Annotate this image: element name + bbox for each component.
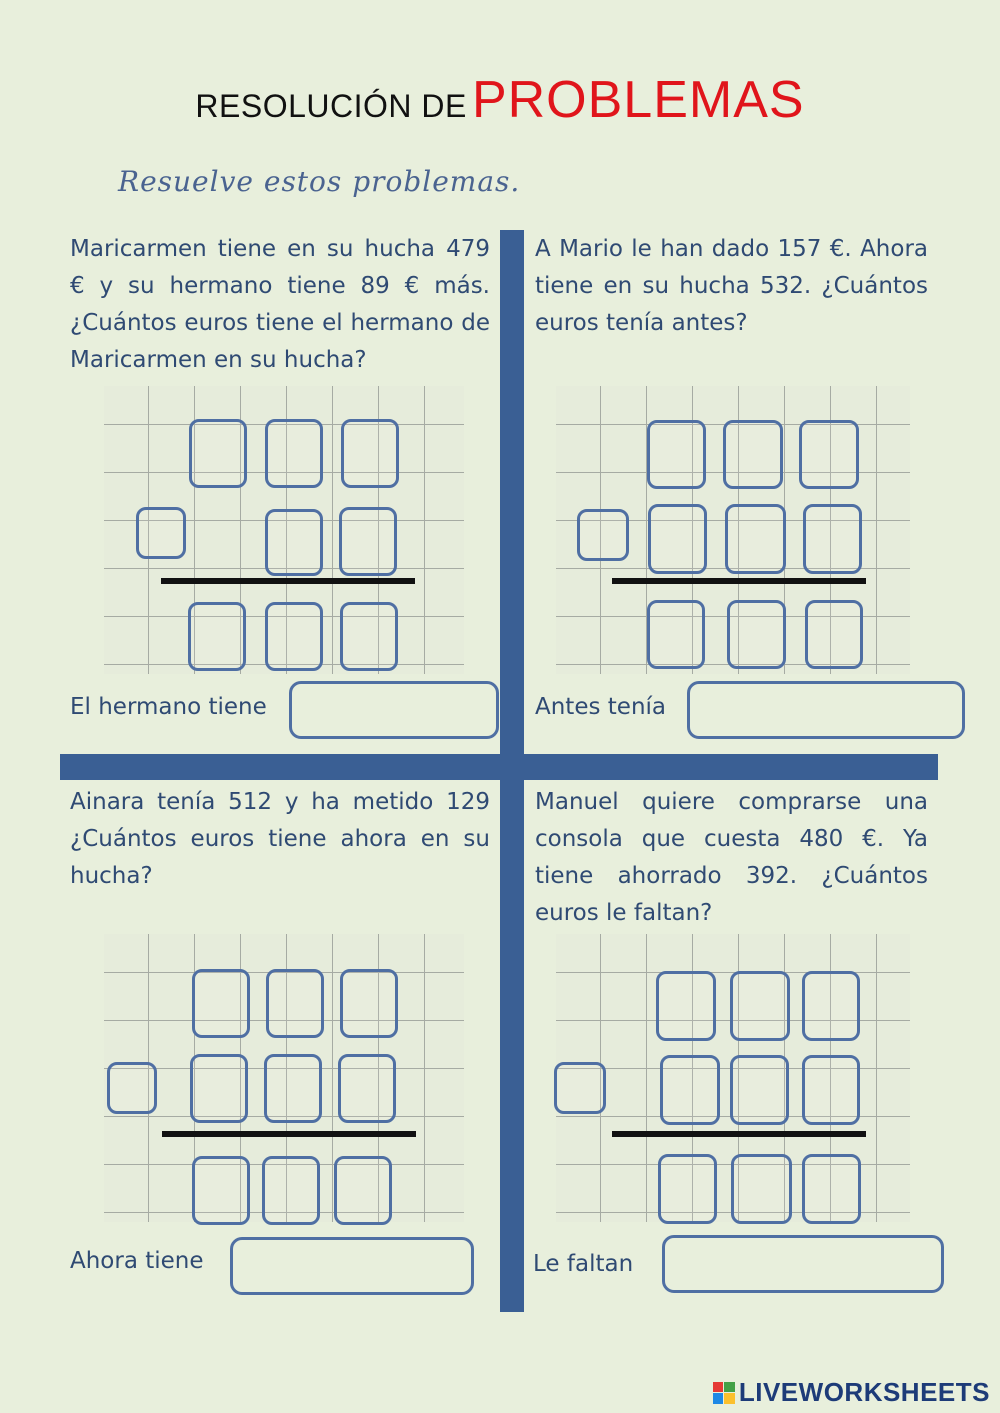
horizontal-divider: [60, 754, 938, 780]
problem-2-sum-line: [612, 578, 866, 584]
problem-1-digit-box[interactable]: [265, 419, 323, 488]
problem-3-result-box[interactable]: [334, 1156, 392, 1225]
problem-2-answer-field[interactable]: [687, 681, 965, 739]
page-title: [0, 70, 1000, 130]
problem-2-digit-box[interactable]: [803, 504, 862, 574]
problem-3-carry-box[interactable]: [107, 1062, 157, 1114]
problem-4-text: Manuel quiere comprarse una consola que cuesta 480 €. Ya tiene ahorrado 392. ¿Cuántos euros le faltan?: [535, 789, 928, 926]
problem-1-digit-box[interactable]: [189, 419, 247, 488]
problem-3-answer-field[interactable]: [230, 1237, 474, 1295]
problem-2-answer-label: Antes tenía: [535, 694, 667, 720]
problem-4-digit-box[interactable]: [660, 1055, 720, 1125]
instructions: Resuelve estos problemas.: [118, 165, 521, 198]
title-prefix: RESOLUCIÓN DE: [195, 88, 467, 124]
logo-tile: [713, 1393, 724, 1404]
problem-2-digit-box[interactable]: [648, 504, 707, 574]
problem-4-digit-box[interactable]: [730, 1055, 789, 1125]
problem-3-sum-line: [162, 1131, 416, 1137]
problem-3-digit-box[interactable]: [338, 1054, 396, 1123]
liveworksheets-logo-icon: [713, 1382, 735, 1404]
problem-4-sum-line: [612, 1131, 866, 1137]
problem-4-digit-box[interactable]: [730, 971, 790, 1041]
problem-1-result-box[interactable]: [188, 602, 246, 671]
problem-1-result-box[interactable]: [340, 602, 398, 671]
problem-2-text: A Mario le han dado 157 €. Ahora tiene en su hucha 532. ¿Cuántos euros tenía antes?: [535, 236, 928, 336]
problem-2-carry-box[interactable]: [577, 509, 629, 561]
problem-3-digit-box[interactable]: [192, 969, 250, 1038]
problem-1-digit-box[interactable]: [341, 419, 399, 488]
problem-4-carry-box[interactable]: [554, 1062, 606, 1114]
problem-4-answer-field[interactable]: [662, 1235, 944, 1293]
problem-2-digit-box[interactable]: [725, 504, 786, 574]
problem-3-digit-box[interactable]: [266, 969, 324, 1038]
problem-4-result-box[interactable]: [658, 1154, 717, 1224]
liveworksheets-brand: [713, 1377, 990, 1408]
problem-4-answer-label: Le faltan: [533, 1251, 634, 1277]
problem-1-digit-box[interactable]: [265, 509, 323, 576]
problem-3-text: Ainara tenía 512 y ha metido 129 ¿Cuántos euros tiene ahora en su hucha?: [70, 789, 490, 889]
problem-1-result-box[interactable]: [265, 602, 323, 671]
logo-tile: [713, 1382, 724, 1393]
problem-2-result-box[interactable]: [647, 600, 705, 669]
problem-1-digit-box[interactable]: [339, 507, 397, 576]
problem-3-digit-box[interactable]: [340, 969, 398, 1038]
problem-4-digit-box[interactable]: [802, 1055, 860, 1125]
problem-3-digit-box[interactable]: [264, 1054, 322, 1123]
logo-tile: [724, 1382, 735, 1393]
problem-4-result-box[interactable]: [802, 1154, 861, 1224]
problem-2-result-box[interactable]: [727, 600, 786, 669]
problem-3-result-box[interactable]: [262, 1156, 320, 1225]
problem-4-digit-box[interactable]: [802, 971, 860, 1041]
problem-3-digit-box[interactable]: [190, 1054, 248, 1123]
problem-1-sum-line: [161, 578, 415, 584]
problem-2-result-box[interactable]: [805, 600, 863, 669]
problem-2-digit-box[interactable]: [647, 420, 706, 489]
problem-1-carry-box[interactable]: [136, 507, 186, 559]
problem-1-answer-label: El hermano tiene: [70, 694, 267, 720]
title-emphasis: PROBLEMAS: [471, 71, 805, 129]
logo-tile: [724, 1393, 735, 1404]
problem-2-digit-box[interactable]: [723, 420, 783, 489]
problem-2-digit-box[interactable]: [799, 420, 859, 489]
problem-3-result-box[interactable]: [192, 1156, 250, 1225]
problem-1-text: Maricarmen tiene en su hucha 479 € y su hermano tiene 89 € más. ¿Cuántos euros tiene el hermano de Maricarmen en su hucha?: [70, 236, 490, 373]
brand-name: LIVEWORKSHEETS: [738, 1377, 990, 1407]
problem-1-answer-field[interactable]: [289, 681, 499, 739]
problem-3-answer-label: Ahora tiene: [70, 1248, 204, 1274]
problem-4-result-box[interactable]: [731, 1154, 792, 1224]
problem-4-digit-box[interactable]: [656, 971, 716, 1041]
